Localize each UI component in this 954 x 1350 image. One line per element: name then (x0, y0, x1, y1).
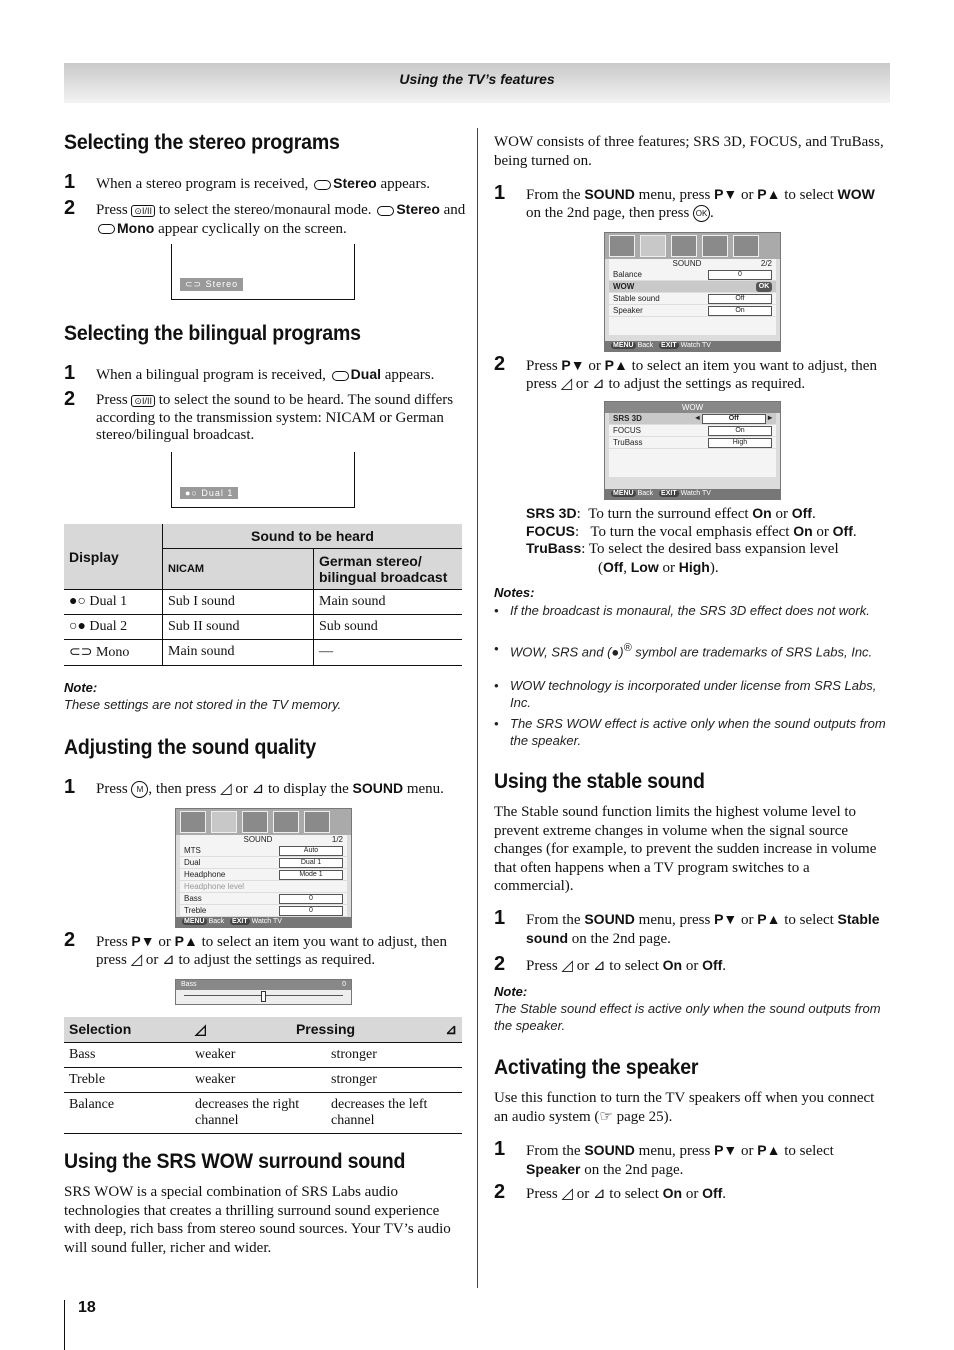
note-text: These settings are not stored in the TV memory. (64, 697, 342, 712)
header-band (64, 63, 890, 103)
wow-intro: WOW consists of three features; SRS 3D, FOCUS, and TruBass, being turned on. (494, 134, 884, 169)
stereo-button-icon: ⊙I/II (131, 395, 155, 407)
header-title: Using the TV’s features (399, 71, 555, 87)
step-number: 1 (64, 171, 76, 193)
stable-note-text: The Stable sound effect is active only when the sound outputs from the speaker. (494, 1001, 881, 1033)
page-number: 18 (78, 1299, 96, 1316)
menu-row[interactable]: Headphone level (180, 881, 347, 893)
sound-table (64, 524, 462, 666)
speaker-step1: From the SOUND menu, press P▼ or P▲ to select Speaker on the 2nd page. (526, 1142, 834, 1178)
stereo-icon (377, 206, 394, 216)
menu-row[interactable]: MTS Auto (180, 845, 347, 857)
table-row: ⊂⊃ Mono Main sound — (64, 640, 462, 666)
srs-logo-icon: (●) (607, 644, 624, 660)
step-number: 2 (494, 353, 506, 375)
speaker-step2: Press ◿ or ⊿ to select On or Off. (526, 1185, 727, 1202)
menu-footer: MENU Back EXIT Watch TV (176, 917, 351, 927)
column-divider (477, 128, 478, 1288)
menu-button-icon: M (131, 781, 148, 798)
menu-footer: MENU Back EXIT Watch TV (605, 341, 780, 351)
step-number: 1 (494, 907, 506, 929)
quality-heading: Adjusting the sound quality (64, 736, 317, 759)
minus-icon: ◿ (560, 375, 573, 392)
dual-osd-label: ●○ Dual 1 (180, 487, 238, 499)
plus-icon: ⊿ (162, 951, 175, 968)
notes-label: Notes: (494, 585, 535, 600)
wow-menu-osd: WOW SRS 3D ◂ Off ▸ FOCUS On TruBass High MENU Back EXIT Watch TV (604, 401, 781, 500)
table-row: ●○ Dual 1 Sub I sound Main sound (64, 590, 462, 615)
step-number: 1 (494, 1138, 506, 1160)
note-bullet: • WOW, SRS and (●)® symbol are trademarks of SRS Labs, Inc. (494, 641, 873, 660)
col-display: Display (64, 524, 163, 590)
sound-menu-osd: SOUND 1/2 MTS Auto Dual Dual 1 Headphone Mode 1 Headphone level Bass 0 Treble 0 MENU Back EXIT Watch TV (175, 808, 352, 928)
bilingual-step1: When a bilingual program is received, Dual appears. (96, 366, 435, 383)
stable-step2: Press ◿ or ⊿ to select On or Off. (526, 957, 727, 974)
srs-text: SRS WOW is a special combination of SRS Labs audio technologies that creates a thrilling surround sound experience with deep, rich bass from stereo sound sources. Your TV’s audio will sound fuller, richer and wider. (64, 1184, 451, 1256)
sound-menu-page2-osd: SOUND 2/2 Balance 0 WOW OK Stable sound Off Speaker On MENU Back EXIT Watch TV (604, 232, 781, 352)
minus-icon: ◿ (561, 1186, 573, 1202)
step-number: 1 (64, 776, 76, 798)
ok-button-icon: OK (693, 205, 710, 222)
mono-icon (98, 224, 115, 234)
bilingual-step2: Press ⊙I/II to select the sound to be heard. The sound differs according to the transmission system: NICAM or German stereo/bilingual broadcast. (96, 392, 454, 443)
dual-icon (332, 371, 349, 381)
stereo-heading: Selecting the stereo programs (64, 131, 340, 154)
menu-row[interactable]: Balance 0 (609, 269, 776, 281)
stereo-step1: When a stereo program is received, Stereo appears. (96, 175, 431, 192)
step-number: 2 (64, 388, 76, 410)
bass-slider[interactable] (176, 990, 351, 1002)
minus-icon: ◿ (561, 958, 573, 974)
def-srs3d: SRS 3D: To turn the surround effect On or Off. (526, 505, 816, 522)
plus-icon: ⊿ (592, 958, 606, 974)
col-selection: Selection (64, 1017, 190, 1043)
col-sound: Sound to be heard (163, 524, 463, 549)
step-number: 2 (494, 1181, 506, 1203)
menu-row[interactable]: Headphone Mode 1 (180, 869, 347, 881)
stereo-osd (171, 244, 355, 300)
speaker-heading: Activating the speaker (494, 1056, 699, 1079)
slider-thumb[interactable] (261, 991, 266, 1002)
stable-heading: Using the stable sound (494, 770, 705, 793)
menu-icon-bar (605, 233, 780, 259)
plus-icon: ⊿ (592, 1186, 606, 1202)
table-row: Balance decreases the right channel decreases the left channel (64, 1093, 462, 1134)
menu-footer: MENU Back EXIT Watch TV (605, 489, 780, 499)
note-bullet: • If the broadcast is monaural, the SRS 3D effect does not work. (494, 603, 870, 618)
note-label: Note: (64, 680, 98, 695)
menu-icon-bar (176, 809, 351, 835)
table-row: ○● Dual 2 Sub II sound Sub sound (64, 615, 462, 640)
page-number-rule (64, 1300, 65, 1350)
menu-row[interactable]: SRS 3D ◂ Off ▸ (609, 413, 776, 425)
menu-row[interactable]: TruBass High (609, 437, 776, 449)
step-number: 2 (494, 953, 506, 975)
stable-step1: From the SOUND menu, press P▼ or P▲ to select Stable sound on the 2nd page. (526, 911, 880, 947)
note-bullet: • WOW technology is incorporated under license from SRS Labs, Inc. (494, 678, 877, 710)
quality-step2: Press P▼ or P▲ to select an item you want to adjust, then press ◿ or ⊿ to adjust the settings as required. (96, 933, 447, 968)
col-german: German stereo/ bilingual broadcast (314, 549, 463, 590)
minus-icon: ◿ (220, 781, 232, 797)
menu-row[interactable]: Speaker On (609, 305, 776, 317)
minus-icon: ◿ (130, 951, 143, 968)
step-number: 1 (494, 182, 506, 204)
bass-slider-osd: Bass 0 (175, 979, 352, 1005)
menu-row[interactable]: FOCUS On (609, 425, 776, 437)
bilingual-heading: Selecting the bilingual programs (64, 322, 361, 345)
menu-row[interactable]: Dual Dual 1 (180, 857, 347, 869)
srs-heading: Using the SRS WOW surround sound (64, 1150, 406, 1173)
menu-row[interactable]: Stable sound Off (609, 293, 776, 305)
speaker-text: Use this function to turn the TV speakers off when you connect an audio system (☞ page 25). (494, 1090, 875, 1125)
stereo-osd-label: ⊂⊃ Stereo (180, 278, 243, 291)
table-row: Treble weaker stronger (64, 1068, 462, 1093)
table-row: Bass weaker stronger (64, 1043, 462, 1068)
dual-osd (171, 452, 355, 508)
menu-row[interactable]: Bass 0 (180, 893, 347, 905)
def-trubass: TruBass: To select the desired bass expansion level (Off, Low or High). (526, 540, 839, 576)
stable-text: The Stable sound function limits the highest volume level to prevent extreme changes in volume when the signal source changes (for example, to prevent the sudden increase in volume that often happens when a TV program switches to a commercial). (494, 804, 877, 894)
col-nicam: NICAM (163, 549, 314, 590)
wow-step2: Press P▼ or P▲ to select an item you want to adjust, then press ◿ or ⊿ to adjust the settings as required. (526, 357, 877, 392)
wow-step1: From the SOUND menu, press P▼ or P▲ to select WOW on the 2nd page, then press OK . (526, 186, 875, 221)
step-number: 1 (64, 362, 76, 384)
note-bullet: • The SRS WOW effect is active only when the sound outputs from the speaker. (494, 716, 886, 748)
quality-step1: Press M , then press ◿ or ⊿ to display the SOUND menu. (96, 780, 444, 797)
col-pressing: ◿ Pressing ⊿ (190, 1017, 462, 1043)
menu-row[interactable]: Treble 0 (180, 905, 347, 917)
stereo-icon (314, 180, 331, 190)
step-number: 2 (64, 929, 76, 951)
stereo-button-icon: ⊙I/II (131, 205, 155, 217)
stable-note-label: Note: (494, 984, 528, 999)
def-focus: FOCUS: To turn the vocal emphasis effect On or Off. (526, 523, 857, 540)
step-number: 2 (64, 197, 76, 219)
pressing-table (64, 1017, 462, 1134)
stereo-step2: Press ⊙I/II to select the stereo/monaural mode. Stereo and Mono appear cyclically on the screen. (96, 201, 466, 237)
plus-icon: ⊿ (592, 375, 605, 392)
plus-icon: ⊿ (251, 781, 265, 797)
menu-row[interactable]: WOW OK (609, 281, 776, 293)
